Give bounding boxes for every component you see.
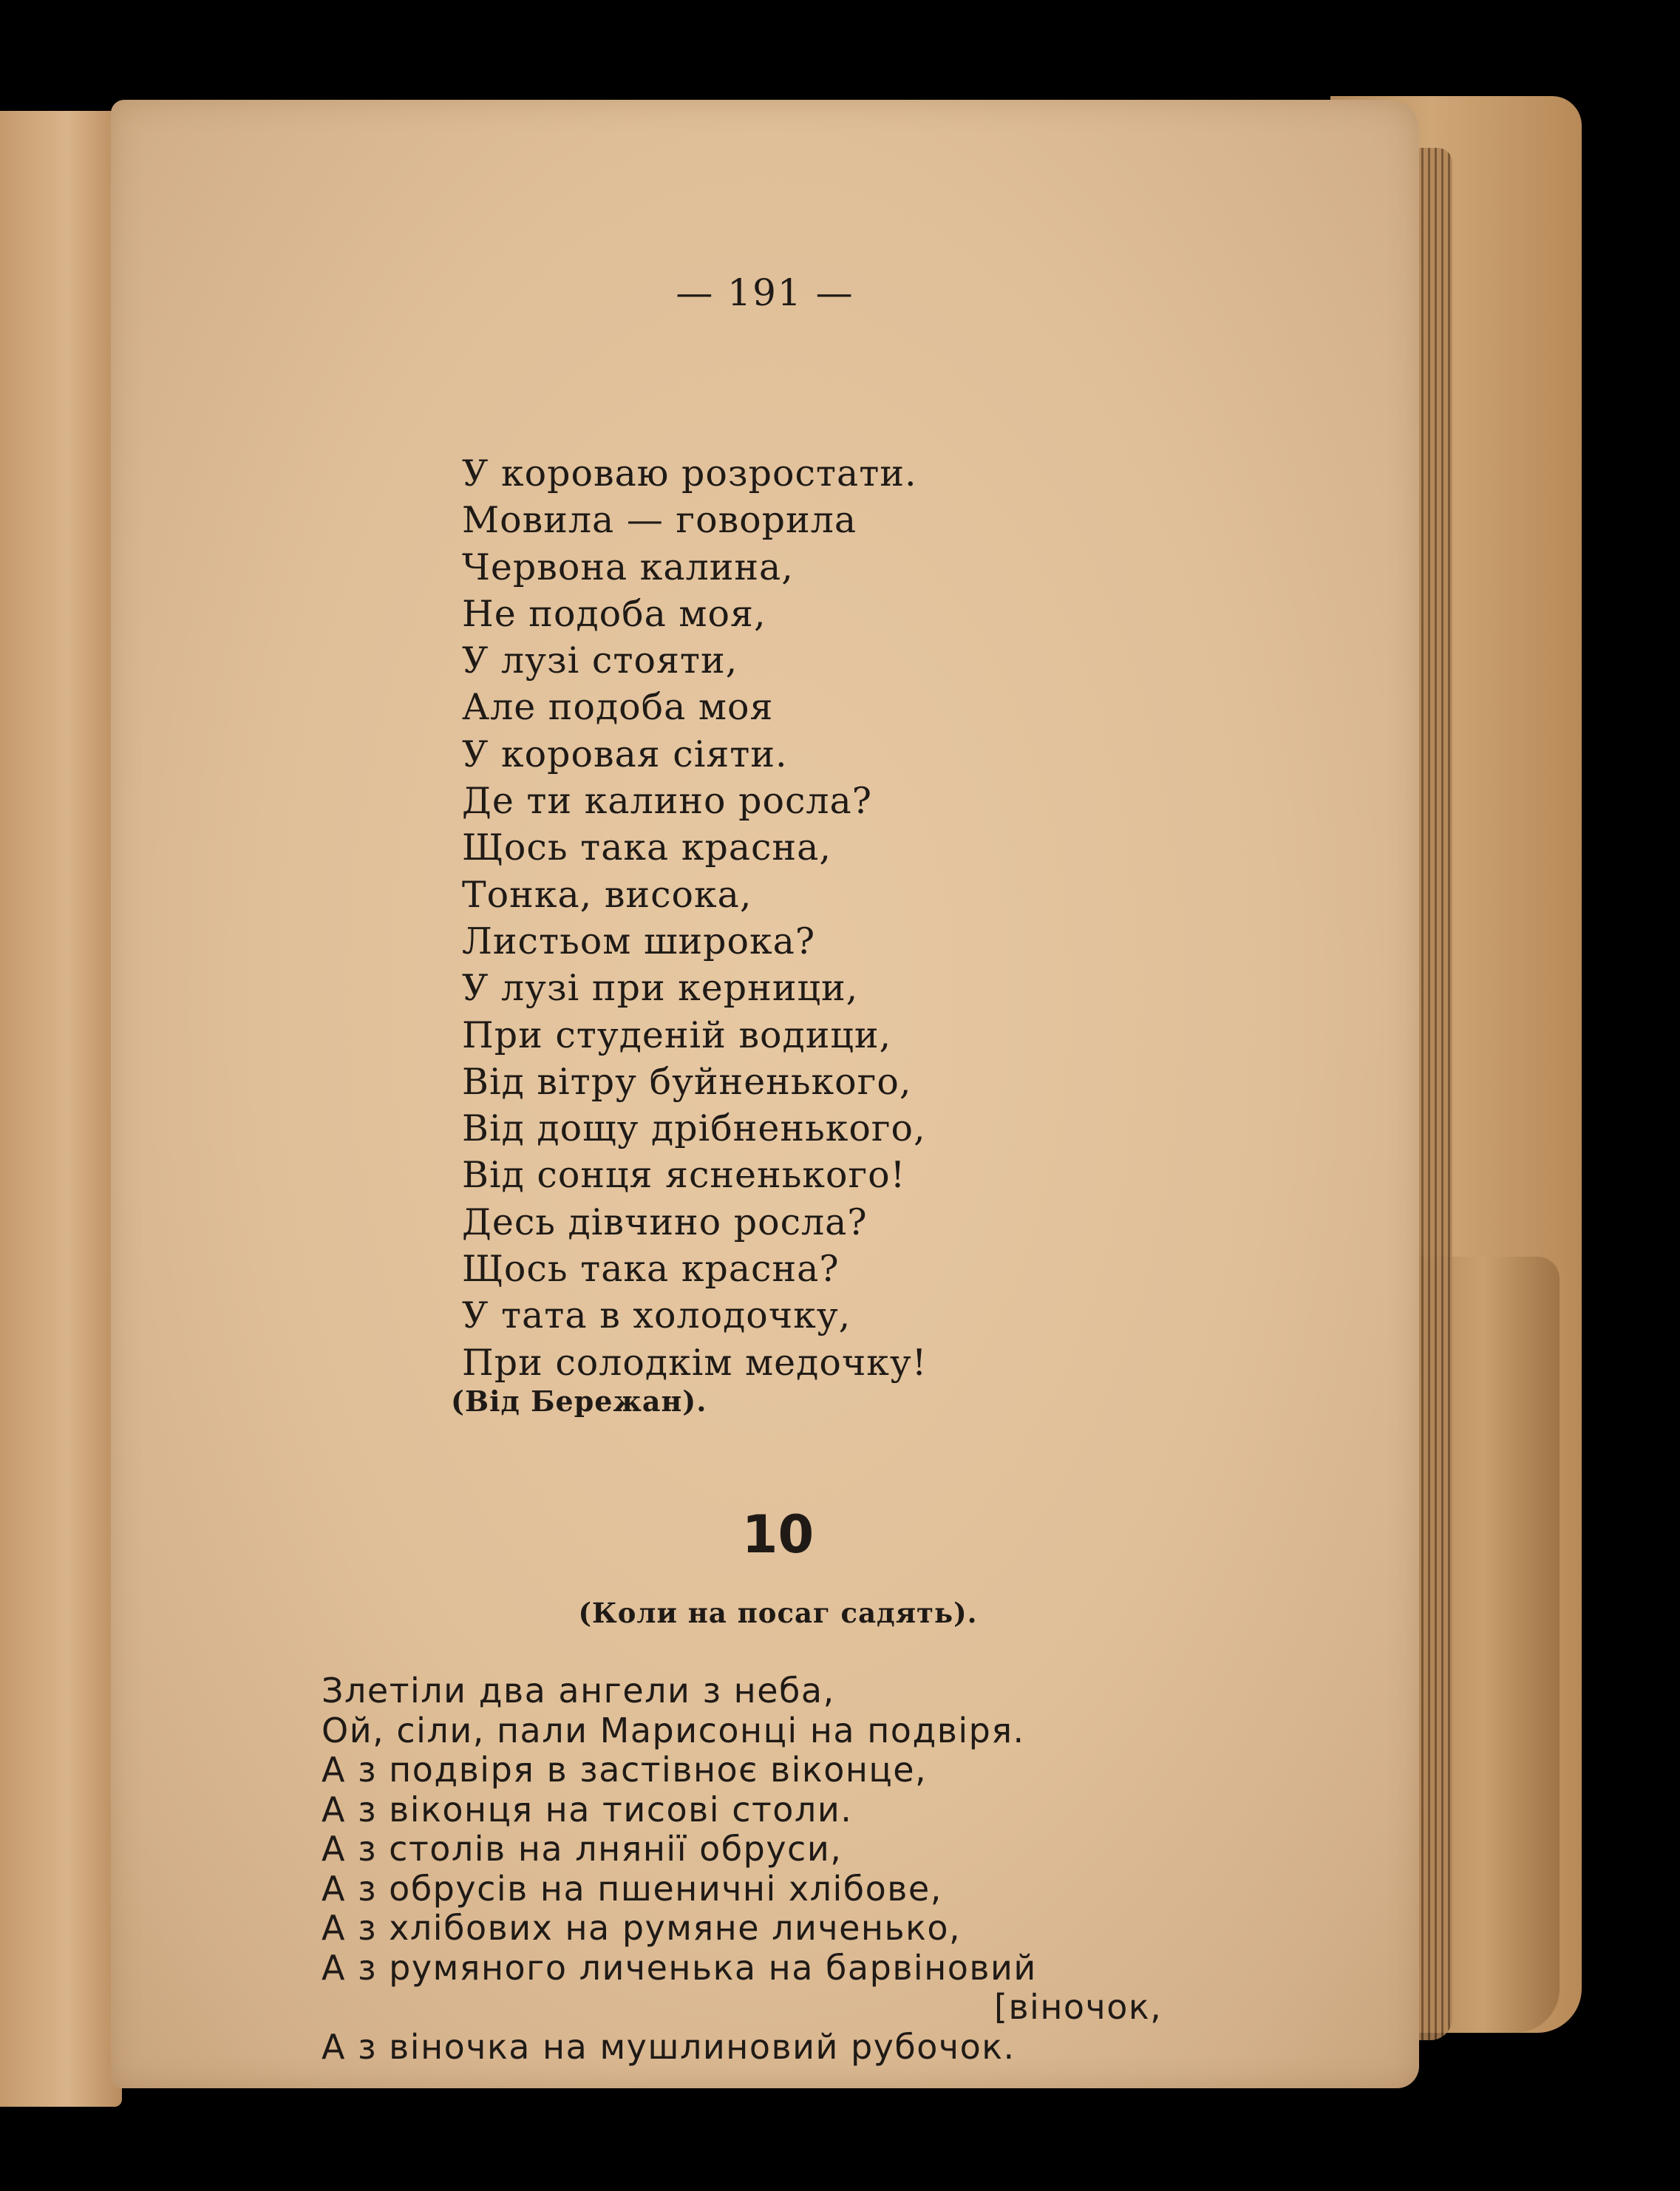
verse-line: У коровая сіяти. [462,733,788,775]
verse-line: Тонка, висока, [462,873,752,916]
verse-block-1 [462,450,927,1386]
verse-line: У короваю розростати. [462,452,917,495]
verse-line: При солодкім медочку! [462,1341,928,1384]
verse-line: А з віконця на тисові столи. [322,1789,853,1830]
verse-line: Злетіли два ангели з неба, [322,1671,835,1711]
verse-line: Де ти калино росла? [462,780,873,823]
verse-line-continuation: [віночок, [994,1987,1163,2027]
book-page [111,100,1419,2088]
page-number: — 191 — [676,271,854,314]
verse-line: Листьом широка? [462,920,816,962]
verse-line: А з подвіря в застівноє віконце, [322,1750,928,1790]
song-source: (Від Бережан). [451,1385,707,1418]
left-facing-page-edge [0,111,122,2107]
verse-line: Від дощу дрібненького, [462,1107,926,1150]
verse-line: Щось така красна, [462,826,832,869]
verse-line: Десь дівчино росла? [462,1200,868,1243]
song-number: 10 [741,1504,815,1565]
verse-line: А з обрусів на пшеничні хлібове, [322,1868,942,1909]
verse-block-2 [322,1671,1162,2067]
verse-line: Не подоба моя, [462,592,766,635]
verse-line: Від вітру буйненького, [462,1060,912,1103]
verse-line: А з хлібових на румяне личенько, [322,1908,962,1948]
verse-line: У тата в холодочку, [462,1294,851,1337]
verse-line: А з румяного личенька на барвіновий [322,1947,1037,1988]
verse-line: Але подоба моя [462,686,774,729]
verse-line: Ой, сіли, пали Марисонці на подвіря. [322,1710,1025,1750]
verse-line: Щось така красна? [462,1248,840,1291]
verse-line: А з столів на лнянії обруси, [322,1829,843,1869]
verse-line: Від сонця ясненького! [462,1154,906,1197]
verse-line: При студеній водици, [462,1013,892,1056]
verse-line: Червона калина, [462,546,794,588]
verse-line: У лузі стояти, [462,639,738,682]
verse-line: А з віночка на мушлиновий рубочок. [322,2026,1016,2067]
verse-line: У лузі при керници, [462,967,859,1010]
song-subtitle: (Коли на посаг садять). [578,1597,978,1629]
verse-line: Мовила — говорила [462,499,857,542]
